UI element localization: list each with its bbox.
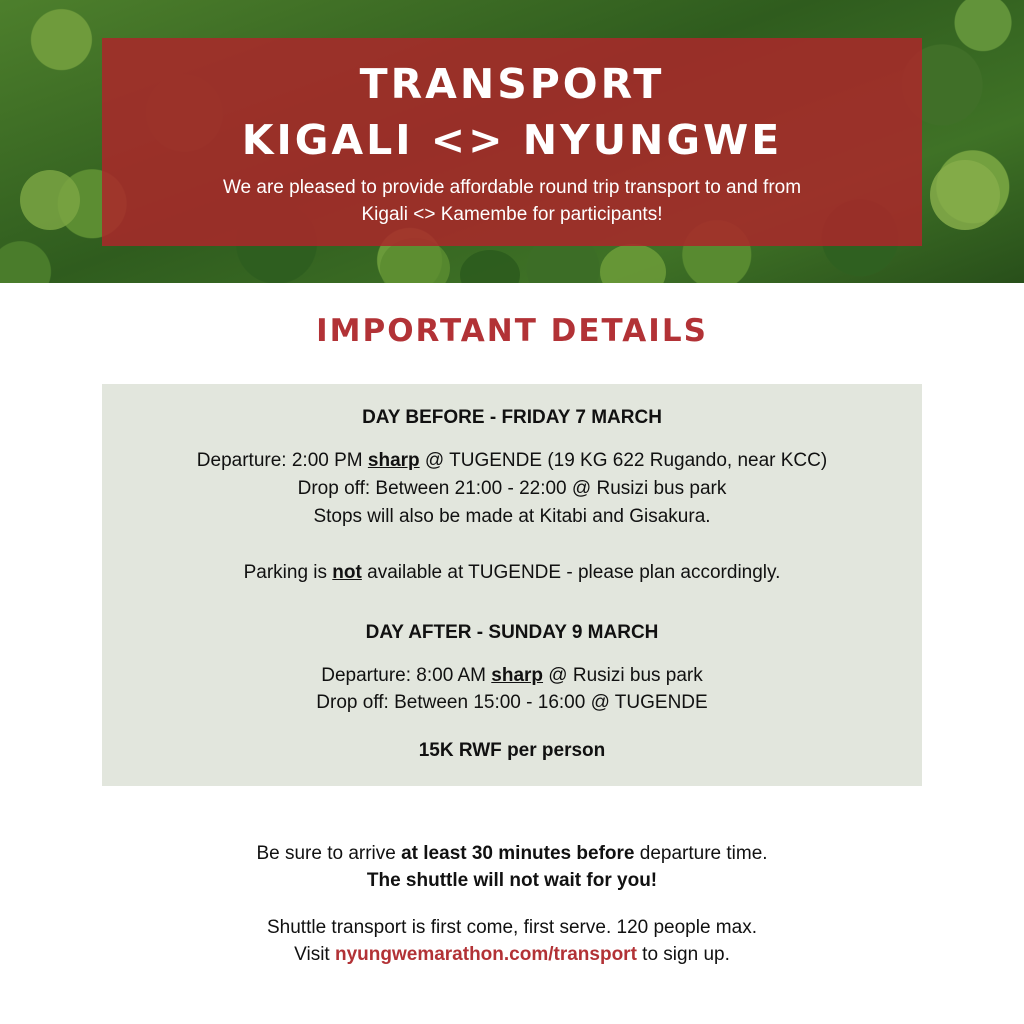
banner-intro-line-2: Kigali <> Kamembe for participants! — [361, 204, 663, 225]
transport-signup-link[interactable]: nyungwemarathon.com/transport — [334, 944, 637, 965]
parking-emphasis: not — [332, 562, 362, 583]
departure-location: @ TUGENDE (19 KG 622 Rugando, near KCC) — [419, 450, 828, 471]
important-details-heading: IMPORTANT DETAILS — [316, 313, 708, 349]
tree-canopy — [20, 170, 80, 230]
arrival-reminder — [0, 840, 1024, 867]
day-after-dropoff: Drop off: Between 15:00 - 16:00 @ TUGENDE — [316, 692, 708, 713]
day-before-title: DAY BEFORE - FRIDAY 7 MARCH — [362, 407, 662, 428]
departure-label: Departure: 8:00 AM — [321, 665, 492, 686]
day-before-stops: Stops will also be made at Kitabi and Gisakura. — [313, 506, 711, 527]
tree-canopy — [600, 244, 666, 283]
details-card — [102, 384, 922, 786]
tree-canopy — [930, 160, 1000, 230]
signup-prefix: Visit — [294, 944, 335, 965]
signup-note — [0, 941, 1024, 968]
banner-intro — [122, 174, 902, 228]
capacity-note: Shuttle transport is first come, first serve. 120 people max. — [267, 917, 757, 938]
day-before-departure — [102, 448, 922, 474]
day-before-dropoff: Drop off: Between 21:00 - 22:00 @ Rusizi bus park — [297, 478, 727, 499]
banner-title-line-1: TRANSPORT — [359, 60, 665, 108]
arrival-prefix: Be sure to arrive — [256, 843, 402, 864]
banner-title-line-2: KIGALI <> NYUNGWE — [241, 116, 783, 164]
departure-label: Departure: 2:00 PM — [196, 450, 368, 471]
arrival-suffix: departure time. — [634, 843, 768, 864]
price-per-person: 15K RWF per person — [418, 740, 606, 761]
forest-banner-image — [0, 0, 1024, 283]
departure-location: @ Rusizi bus park — [543, 665, 703, 686]
banner-intro-line-1: We are pleased to provide affordable round trip transport to and from — [222, 177, 802, 198]
parking-notice — [102, 560, 922, 586]
departure-emphasis: sharp — [491, 665, 544, 686]
day-after-title: DAY AFTER - SUNDAY 9 MARCH — [365, 622, 659, 643]
tree-canopy — [460, 250, 520, 283]
signup-suffix: to sign up. — [636, 944, 730, 965]
parking-detail: available at TUGENDE - please plan accordingly. — [361, 562, 781, 583]
day-after-departure — [102, 663, 922, 689]
arrival-emphasis: at least 30 minutes before — [401, 843, 635, 864]
parking-label: Parking is — [243, 562, 333, 583]
title-overlay-box — [102, 38, 922, 246]
shuttle-wait-warning: The shuttle will not wait for you! — [366, 870, 658, 891]
departure-emphasis: sharp — [367, 450, 420, 471]
